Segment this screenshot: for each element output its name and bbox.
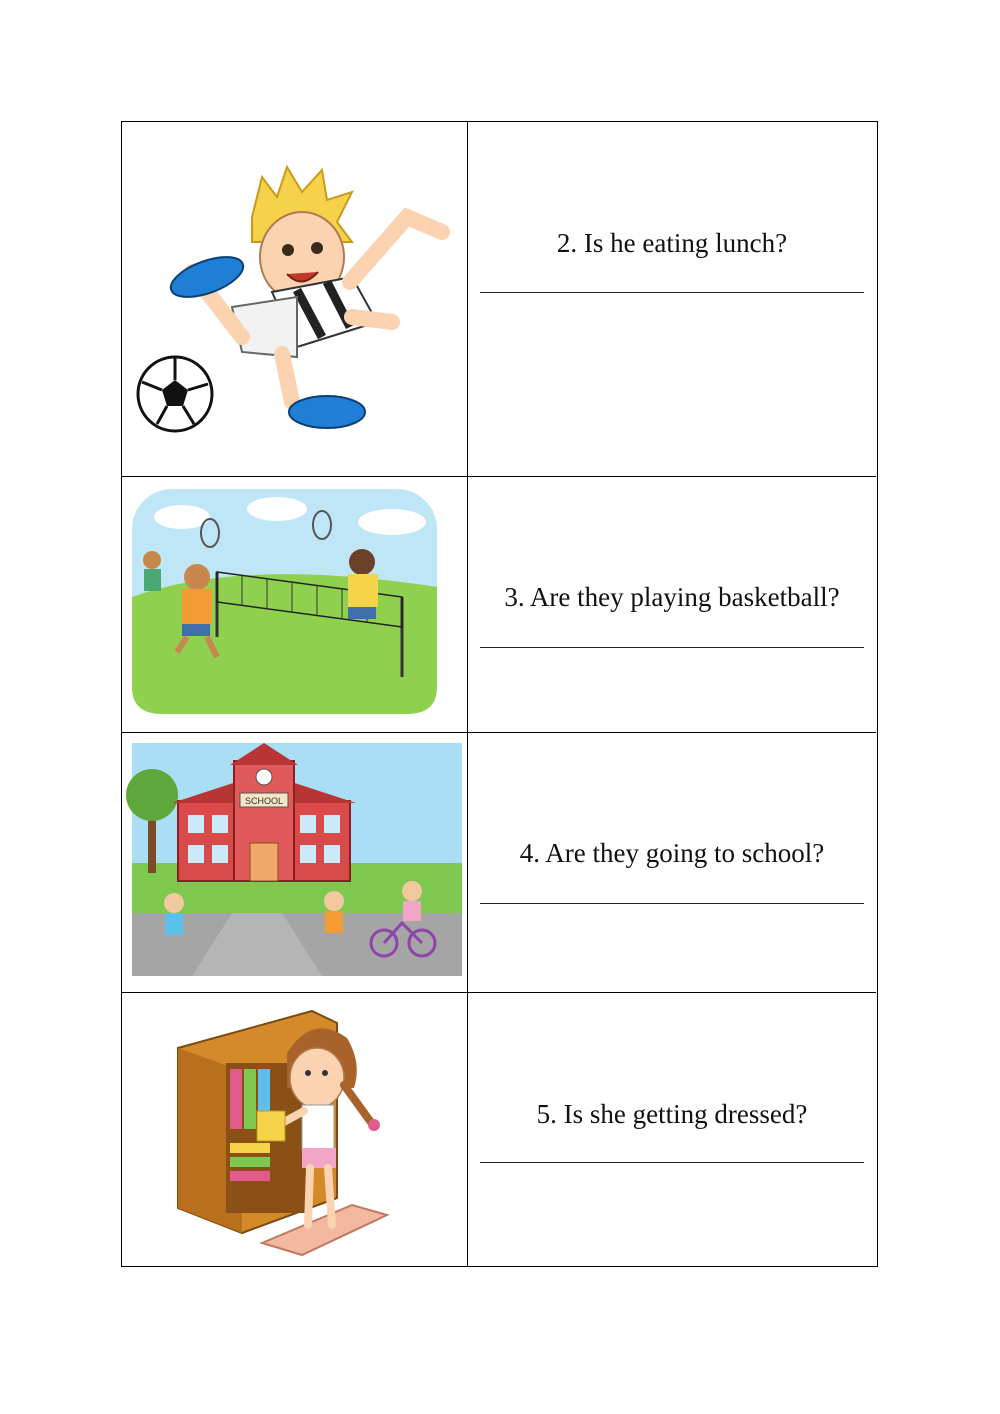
boy-kicking-soccer-ball-picture xyxy=(122,122,468,476)
answer-line[interactable] xyxy=(480,903,864,904)
girl-getting-dressed-picture xyxy=(122,993,468,1266)
picture-cell xyxy=(122,993,468,1266)
answer-line[interactable] xyxy=(480,647,864,648)
question-cell xyxy=(468,733,876,992)
answer-line[interactable] xyxy=(480,1162,864,1163)
answer-line[interactable] xyxy=(480,292,864,293)
picture-cell xyxy=(122,122,468,476)
worksheet-row xyxy=(122,733,876,993)
kids-playing-badminton-picture xyxy=(122,477,468,732)
worksheet-row xyxy=(122,122,876,477)
worksheet-row xyxy=(122,993,876,1266)
question-cell xyxy=(468,993,876,1266)
picture-cell xyxy=(122,477,468,732)
question-text: 2. Is he eating lunch? xyxy=(556,228,788,258)
question-text: 4. Are they going to school? xyxy=(519,838,825,868)
worksheet-row xyxy=(122,477,876,733)
question-cell xyxy=(468,122,876,476)
question-cell xyxy=(468,477,876,732)
kids-going-to-school-picture xyxy=(122,733,468,992)
question-text: 5. Is she getting dressed? xyxy=(536,1099,808,1129)
school-sign: SCHOOL xyxy=(244,796,284,806)
picture-cell xyxy=(122,733,468,992)
question-text: 3. Are they playing basketball? xyxy=(504,582,840,612)
worksheet-table xyxy=(121,121,878,1267)
